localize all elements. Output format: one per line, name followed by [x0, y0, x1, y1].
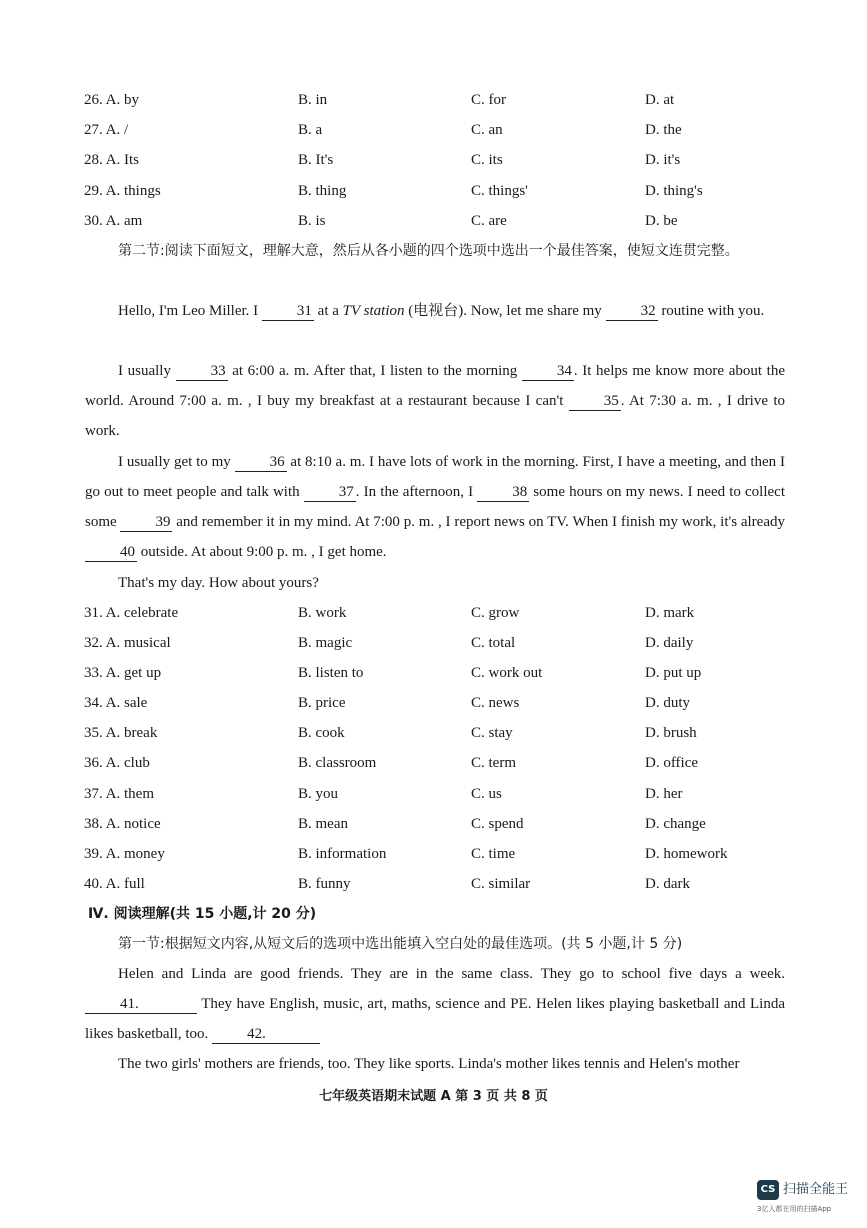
- question-row-36: [84, 752, 804, 774]
- option-d: D. her: [645, 786, 683, 802]
- passage-text: . In the afternoon, I: [355, 484, 478, 500]
- option-d: D. daily: [645, 635, 694, 651]
- option-a: 27. A. /: [84, 122, 129, 138]
- blank-41: 41.: [85, 995, 197, 1014]
- blank-42: 42.: [212, 1025, 320, 1044]
- passage-text: Hello, I'm Leo Miller. I: [118, 303, 262, 319]
- option-a: 36. A. club: [84, 755, 150, 771]
- option-b: B. you: [298, 786, 339, 802]
- passage-text: (电视台). Now, let me share my: [404, 303, 606, 319]
- option-c: C. work out: [471, 665, 543, 681]
- scanner-watermark: [757, 1178, 853, 1218]
- question-row-33: [84, 662, 804, 684]
- question-row-26: [84, 89, 804, 111]
- question-row-38: [84, 813, 804, 835]
- option-b: B. classroom: [298, 755, 377, 771]
- reading-paragraph-1: [85, 959, 785, 1049]
- option-b: B. It's: [298, 152, 334, 168]
- option-b: B. cook: [298, 725, 345, 741]
- option-d: D. change: [645, 816, 706, 832]
- option-c: C. total: [471, 635, 516, 651]
- option-b: B. listen to: [298, 665, 364, 681]
- option-c: C. us: [471, 786, 502, 802]
- blank-32: 32: [606, 302, 658, 321]
- option-c: C. spend: [471, 816, 524, 832]
- option-c: C. an: [471, 122, 503, 138]
- passage-text: . It helps me know more about the world. Around 7:00 a. m. , I buy my breakfast at a restaurant because I can't: [85, 363, 785, 409]
- option-b: B. mean: [298, 816, 348, 832]
- option-d: D. brush: [645, 725, 697, 741]
- blank-37: 37: [304, 483, 356, 502]
- option-d: D. it's: [645, 152, 681, 168]
- option-a: 28. A. Its: [84, 152, 140, 168]
- passage-text: They have English, music, art, maths, science and PE. Helen likes playing basketball and Linda likes basketball, too.: [85, 996, 785, 1042]
- option-c: C. time: [471, 846, 516, 862]
- blank-36: 36: [235, 453, 287, 472]
- option-c: C. its: [471, 152, 503, 168]
- option-b: B. funny: [298, 876, 351, 892]
- passage-text: at 8:10 a. m. I have lots of work in the morning. First, I have a meeting, and then I go out to meet people and talk with: [85, 454, 785, 500]
- passage-text: some hours on my news. I need to collect some: [85, 484, 785, 530]
- blank-34: 34: [522, 362, 574, 381]
- passage-paragraph-3: [85, 447, 785, 567]
- passage-paragraph-2: [85, 356, 785, 446]
- option-c: C. things': [471, 183, 528, 199]
- option-d: D. thing's: [645, 183, 703, 199]
- question-row-28: [84, 149, 804, 171]
- option-a: 34. A. sale: [84, 695, 148, 711]
- passage-text: at a: [313, 303, 343, 319]
- question-row-31: [84, 602, 804, 624]
- option-d: D. dark: [645, 876, 690, 892]
- option-a: 40. A. full: [84, 876, 145, 892]
- question-row-34: [84, 692, 804, 714]
- option-d: D. at: [645, 92, 675, 108]
- option-b: B. magic: [298, 635, 353, 651]
- option-a: 29. A. things: [84, 183, 161, 199]
- option-a: 26. A. by: [84, 92, 140, 108]
- option-d: D. mark: [645, 605, 695, 621]
- option-b: B. a: [298, 122, 323, 138]
- question-row-37: [84, 783, 804, 805]
- watermark-name: 扫描全能王: [783, 1182, 849, 1197]
- question-row-39: [84, 843, 804, 865]
- blank-35: 35: [569, 392, 621, 411]
- passage-paragraph-1: [85, 296, 785, 326]
- option-a: 31. A. celebrate: [84, 605, 179, 621]
- question-row-27: [84, 119, 804, 141]
- question-row-35: [84, 722, 804, 744]
- option-b: B. work: [298, 605, 347, 621]
- option-a: 38. A. notice: [84, 816, 161, 832]
- question-row-32: [84, 632, 804, 654]
- option-d: D. be: [645, 213, 678, 229]
- option-c: C. stay: [471, 725, 513, 741]
- option-c: C. grow: [471, 605, 520, 621]
- passage-text: and remember it in my mind. At 7:00 p. m. , I report news on TV. When I finish my work, it's already: [172, 514, 785, 530]
- passage-text: I usually get to my: [118, 454, 235, 470]
- passage-text: outside. At about 9:00 p. m. , I get home.: [137, 544, 387, 560]
- blank-39: 39: [120, 513, 172, 532]
- passage-text: Helen and Linda are good friends. They are in the same class. They go to school five days a week.: [118, 966, 785, 982]
- option-a: 35. A. break: [84, 725, 158, 741]
- page-footer: 七年级英语期末试题 A 第 3 页 共 8 页: [319, 1089, 548, 1104]
- option-c: C. news: [471, 695, 520, 711]
- passage-text: . At 7:30 a. m. , I drive to work.: [85, 393, 786, 439]
- camscanner-logo-icon: CS: [757, 1180, 779, 1200]
- option-d: D. office: [645, 755, 699, 771]
- part4-heading: Ⅳ. 阅读理解(共 15 小题,计 20 分): [88, 906, 317, 922]
- option-d: D. put up: [645, 665, 702, 681]
- option-a: 33. A. get up: [84, 665, 162, 681]
- reading-paragraph-2: The two girls' mothers are friends, too. They like sports. Linda's mother likes tennis and Helen's mother: [118, 1056, 740, 1072]
- passage-text: at 6:00 a. m. After that, I listen to the morning: [227, 363, 522, 379]
- part4-instruction: 第一节:根据短文内容,从短文后的选项中选出能填入空白处的最佳选项。(共 5 小题,计 5 分): [118, 936, 683, 952]
- passage-text: I usually: [118, 363, 176, 379]
- blank-31: 31: [262, 302, 314, 321]
- watermark-subtitle: 3亿人都在用的扫描App: [757, 1205, 832, 1213]
- option-c: C. term: [471, 755, 516, 771]
- option-c: C. for: [471, 92, 506, 108]
- option-b: B. is: [298, 213, 326, 229]
- blank-40: 40: [85, 543, 137, 562]
- option-d: D. duty: [645, 695, 690, 711]
- option-c: C. similar: [471, 876, 531, 892]
- option-b: B. information: [298, 846, 387, 862]
- option-c: C. are: [471, 213, 507, 229]
- option-a: 37. A. them: [84, 786, 154, 802]
- option-b: B. in: [298, 92, 328, 108]
- blank-33: 33: [176, 362, 228, 381]
- option-d: D. homework: [645, 846, 728, 862]
- option-a: 32. A. musical: [84, 635, 171, 651]
- option-a: 30. A. am: [84, 213, 143, 229]
- section2-instruction: 第二节:阅读下面短文，理解大意，然后从各小题的四个选项中选出一个最佳答案，使短文连贯完整。: [118, 243, 739, 259]
- option-d: D. the: [645, 122, 682, 138]
- option-b: B. price: [298, 695, 346, 711]
- question-row-30: [84, 210, 804, 232]
- option-a: 39. A. money: [84, 846, 165, 862]
- option-b: B. thing: [298, 183, 347, 199]
- blank-38: 38: [477, 483, 529, 502]
- passage-paragraph-4: That's my day. How about yours?: [118, 575, 319, 591]
- question-row-29: [84, 180, 804, 202]
- question-row-40: [84, 873, 804, 895]
- passage-italic-text: TV station: [342, 303, 405, 319]
- passage-text: routine with you.: [657, 303, 765, 319]
